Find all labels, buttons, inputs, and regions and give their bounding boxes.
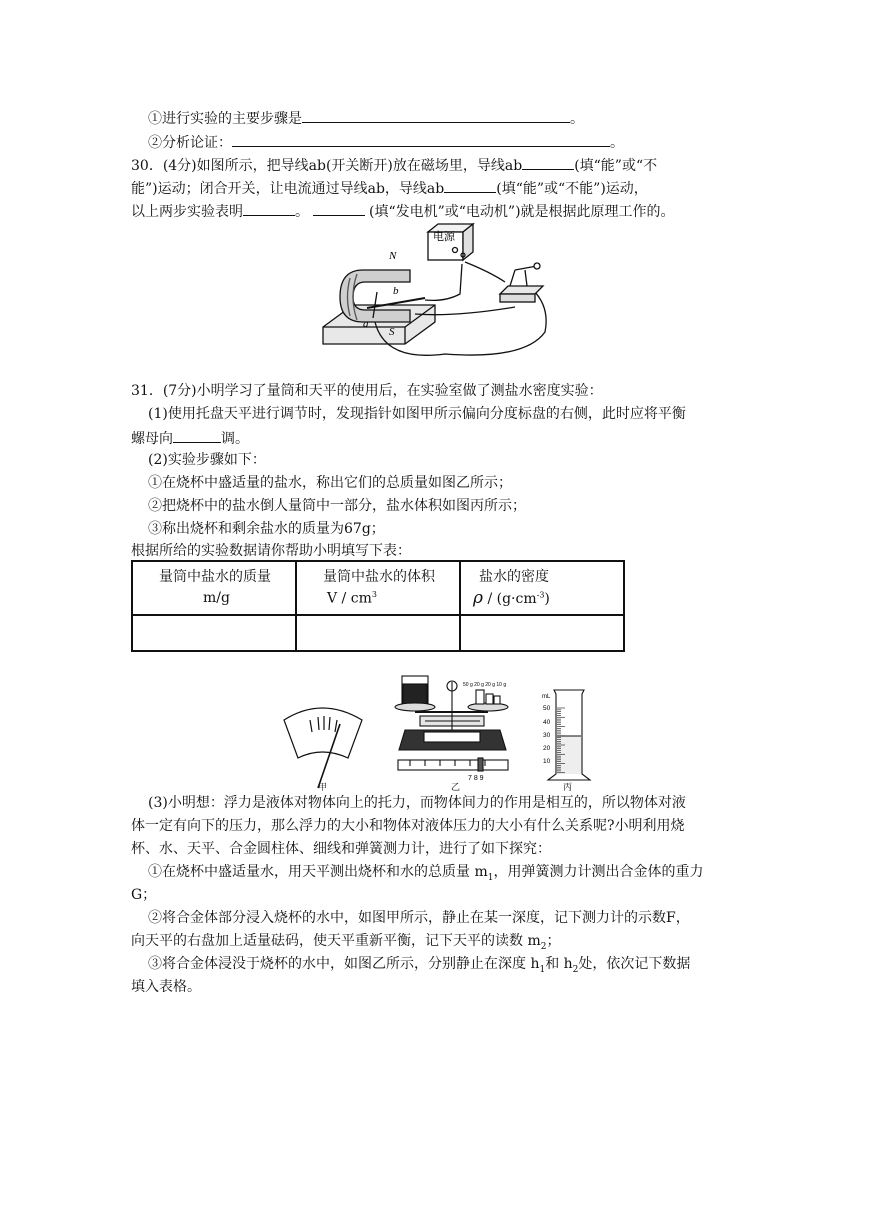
q30-l1a: 30．(4分)如图所示，把导线ab(开关断开)放在磁场里，导线ab	[131, 158, 523, 174]
q31-p1-line1: (1)使用托盘天平进行调节时，发现指针如图甲所示偏向分度标盘的右侧，此时应将平衡	[148, 406, 686, 422]
answer-density-cell[interactable]	[460, 615, 624, 651]
header-mass-unit: m/g	[203, 590, 230, 606]
cyl-tick-20: 20	[543, 745, 551, 752]
cyl-tick-40: 40	[543, 719, 551, 726]
fig-caption-yi: 乙	[451, 783, 461, 793]
header-mass-title: 量筒中盐水的质量	[159, 569, 271, 585]
q30-line2	[131, 178, 648, 198]
q29-step2	[148, 132, 624, 152]
density-table-header-mass	[132, 561, 296, 615]
q29-step2-text: ②分析论证：	[148, 135, 232, 151]
q31-exp3-mid: 和 h	[545, 956, 573, 972]
q30-label-a: a	[363, 318, 369, 330]
cyl-unit-label: mL	[542, 694, 551, 700]
q30-blank4[interactable]	[313, 201, 365, 216]
q31-exp1-text: ①在烧杯中盛适量水，用天平测出烧杯和水的总质量 m	[148, 864, 488, 880]
fig-yi-weights-label: 50 g 20 g 20 g 10 g	[463, 682, 507, 688]
header-volume-title: 量筒中盐水的体积	[323, 569, 435, 585]
q31-exp1-line2: G；	[131, 887, 157, 903]
q31-p1c: 调。	[221, 431, 249, 447]
q30-l3c: (填“发电机”或“电动机”)就是根据此原理工作的。	[369, 204, 675, 220]
q31-exp3-sub1: 1	[539, 964, 546, 975]
header-density-unit-text: / (g·cm	[483, 591, 537, 607]
q29-step1-end: 。	[570, 111, 584, 127]
q31-exp1-line1	[148, 863, 703, 887]
cyl-tick-30: 30	[543, 732, 551, 739]
fig-caption-jia: 甲	[318, 783, 328, 793]
q31-exp1-text-end: ，用弹簧测力计测出合金体的重力	[493, 864, 704, 880]
q31-exp2-sub: 2	[540, 941, 547, 952]
cyl-tick-50: 50	[543, 705, 551, 712]
q30-figure	[315, 222, 555, 372]
density-table	[131, 560, 625, 652]
header-volume-unit	[303, 590, 453, 607]
q31-exp3-text: ③将合金体浸没于烧杯的水中，如图乙所示，分别静止在深度 h	[148, 956, 540, 972]
q31-p2: (2)实验步骤如下：	[148, 452, 266, 468]
q29-step1-blank[interactable]	[302, 108, 570, 123]
header-density-unit-sup: -3	[536, 590, 545, 600]
q29-step1	[148, 108, 584, 128]
q31-intro: 31．(7分)小明学习了量筒和天平的使用后，在实验室做了测盐水密度实验：	[131, 383, 603, 399]
q31-exp3-text-end: 处，依次记下数据	[578, 956, 691, 972]
density-table-header-row	[132, 561, 624, 615]
answer-mass-cell[interactable]	[132, 615, 296, 651]
q31-blank-direction[interactable]	[173, 428, 221, 443]
q30-l3a: 以上两步实验表明	[131, 204, 243, 220]
q30-l2b: (填“能”或“不能”)运动，	[496, 181, 648, 197]
q31-p3-line3: 杯、水、天平、合金圆柱体、细线和弹簧测力计，进行了如下探究：	[131, 841, 551, 857]
fig-bing-cylinder	[538, 686, 598, 786]
q30-blank3[interactable]	[243, 201, 295, 216]
q31-p1-line2	[131, 428, 249, 448]
q31-step1: ①在烧杯中盛适量的盐水，称出它们的总质量如图乙所示；	[148, 475, 512, 491]
q31-exp2-text: 向天平的右盘加上适量砝码，使天平重新平衡，记下天平的读数 m	[131, 933, 541, 949]
header-volume-unit-text: V / cm	[327, 590, 372, 607]
header-density-rho: ρ	[473, 588, 483, 608]
q30-blank1[interactable]	[522, 155, 574, 170]
q31-step3: ③称出烧杯和剩余盐水的质量为67g；	[148, 521, 385, 537]
q30-l1b: (填“能”或“不	[574, 158, 658, 174]
q31-p3-line2: 体一定有向下的压力，那么浮力的大小和物体对液体压力的大小有什么关系呢?小明利用烧	[131, 818, 685, 834]
q30-label-s: S	[389, 326, 395, 338]
header-density-unit-end: )	[544, 591, 550, 607]
q30-blank2[interactable]	[444, 178, 496, 193]
q31-exp3-line2: 填入表格。	[131, 979, 201, 995]
q30-label-power: 电源	[433, 231, 455, 243]
q31-exp2-line1: ②将合金体部分浸入烧杯的水中，如图甲所示，静止在某一深度，记下测力计的示数F，	[148, 910, 690, 926]
q31-step2: ②把烧杯中的盐水倒人量筒中一部分，盐水体积如图丙所示；	[148, 498, 526, 514]
fig-yi-scale-label: 7 8 9	[468, 775, 484, 782]
q31-exp3-sub2: 2	[572, 964, 579, 975]
header-density-unit	[467, 588, 617, 608]
q31-table-intro: 根据所给的实验数据请你帮助小明填写下表：	[131, 543, 411, 559]
q30-l3b: 。	[295, 204, 309, 220]
header-density-title: 盐水的密度	[479, 569, 549, 585]
q31-exp1-sub: 1	[487, 872, 494, 883]
answer-volume-cell[interactable]	[296, 615, 460, 651]
fig-jia-dial	[280, 700, 370, 790]
q29-step2-end: 。	[610, 135, 624, 151]
density-table-answer-row	[132, 615, 624, 651]
density-table-header-volume	[296, 561, 460, 615]
q30-line3	[131, 201, 675, 221]
q31-p1b: 螺母向	[131, 431, 173, 447]
q31-exp2-line2	[131, 932, 560, 956]
q29-step2-blank[interactable]	[232, 132, 610, 147]
q30-label-n: N	[389, 250, 397, 262]
density-table-header-density	[460, 561, 624, 615]
q31-exp3-line1	[148, 955, 690, 979]
q31-exp2-text-end: ；	[546, 933, 561, 949]
q31-p3-line1: (3)小明想：浮力是液体对物体向上的托力，而物体间力的作用是相互的，所以物体对液	[148, 795, 686, 811]
header-volume-unit-sup: 3	[371, 590, 377, 599]
q30-label-b: b	[393, 285, 399, 297]
cyl-tick-10: 10	[543, 758, 551, 765]
fig-caption-bing: 丙	[563, 783, 573, 793]
q29-step1-text: ①进行实验的主要步骤是	[148, 111, 302, 127]
q30-line1	[131, 155, 657, 175]
q30-l2a: 能”)运动；闭合开关，让电流通过导线ab，导线ab	[131, 181, 445, 197]
fig-yi-balance	[390, 672, 515, 782]
